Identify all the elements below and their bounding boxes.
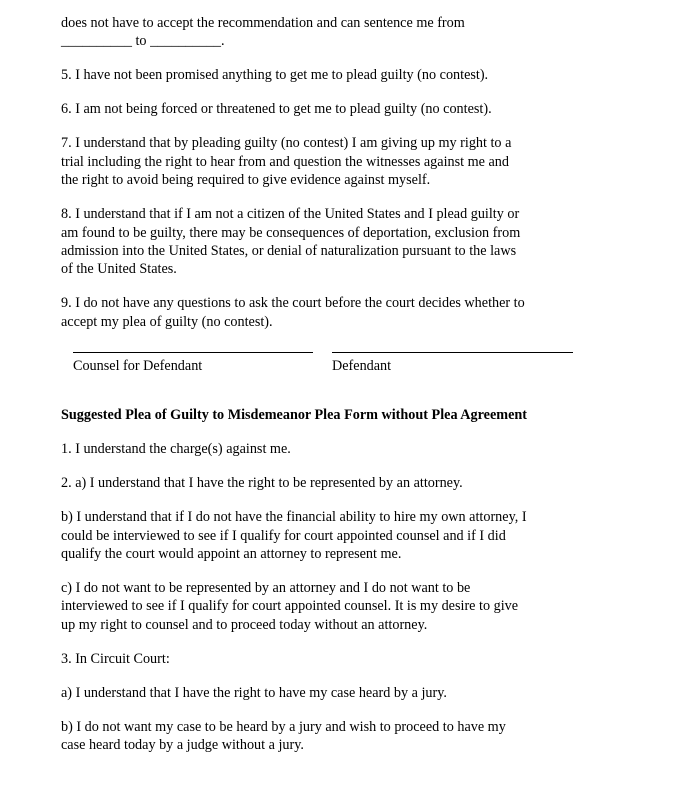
misdemeanor-item-paragraph-line: interviewed to see if I qualify for court appointed counsel. It is my desire to give bbox=[61, 598, 519, 615]
to-word: to bbox=[135, 33, 147, 50]
misdemeanor-item-paragraph bbox=[61, 440, 621, 458]
misdemeanor-item-paragraph-line: up my right to counsel and to proceed today without an attorney. bbox=[61, 616, 428, 633]
document-page bbox=[61, 14, 621, 770]
section-heading: Suggested Plea of Guilty to Misdemeanor Plea Form without Plea Agreement bbox=[61, 407, 528, 424]
defendant-signature bbox=[332, 352, 573, 375]
plea-item-paragraph-line: 5. I have not been promised anything to get me to plead guilty (no contest). bbox=[61, 67, 489, 84]
intro-line-2 bbox=[61, 32, 621, 50]
defendant-signature-line bbox=[332, 352, 573, 353]
misdemeanor-item-paragraph-line: 3. In Circuit Court: bbox=[61, 650, 170, 667]
defendant-signature-label: Defendant bbox=[332, 358, 392, 375]
intro-line-1: does not have to accept the recommendation and can sentence me from bbox=[61, 15, 465, 31]
misdemeanor-item-paragraph-line: 2. a) I understand that I have the right to be represented by an attorney. bbox=[61, 475, 463, 492]
misdemeanor-item-paragraph bbox=[61, 474, 621, 492]
misdemeanor-item-paragraph-line: qualify the court would appoint an attorney to represent me. bbox=[61, 546, 402, 563]
plea-item-paragraph-line: 7. I understand that by pleading guilty (no contest) I am giving up my right to a bbox=[61, 135, 512, 152]
plea-item-paragraph-line: 6. I am not being forced or threatened to get me to plead guilty (no contest). bbox=[61, 101, 492, 118]
misdemeanor-item-paragraph-line: b) I understand that if I do not have the financial ability to hire my own attorney, I bbox=[61, 509, 527, 526]
plea-item-paragraph bbox=[61, 294, 621, 331]
plea-item-paragraph-line: 8. I understand that if I am not a citizen of the United States and I plead guilty or bbox=[61, 206, 520, 223]
plea-item-paragraph-line: trial including the right to hear from and question the witnesses against me and bbox=[61, 153, 509, 170]
plea-item-paragraph-line: admission into the United States, or denial of naturalization pursuant to the laws bbox=[61, 243, 517, 260]
misdemeanor-item-paragraph bbox=[61, 650, 621, 668]
misdemeanor-item-paragraph bbox=[61, 579, 621, 634]
misdemeanor-item-paragraph-line: a) I understand that I have the right to have my case heard by a jury. bbox=[61, 684, 447, 701]
intro-paragraph bbox=[61, 14, 621, 51]
sentence-to-blank: __________. bbox=[150, 33, 225, 50]
misdemeanor-item-paragraph bbox=[61, 684, 621, 702]
misdemeanor-item-paragraph bbox=[61, 508, 621, 563]
items-part2 bbox=[61, 440, 621, 754]
plea-item-paragraph bbox=[61, 205, 621, 279]
counsel-signature bbox=[73, 352, 313, 375]
misdemeanor-item-paragraph-line: case heard today by a judge without a jury. bbox=[61, 737, 304, 754]
sentence-from-blank: __________ bbox=[61, 33, 132, 50]
misdemeanor-item-paragraph-line: could be interviewed to see if I qualify for court appointed counsel and if I did bbox=[61, 527, 506, 544]
signature-row bbox=[61, 352, 621, 392]
counsel-signature-label: Counsel for Defendant bbox=[73, 358, 203, 375]
plea-item-paragraph-line: am found to be guilty, there may be consequences of deportation, exclusion from bbox=[61, 224, 521, 241]
plea-item-paragraph-line: accept my plea of guilty (no contest). bbox=[61, 313, 273, 330]
plea-item-paragraph-line: 9. I do not have any questions to ask the court before the court decides whether to bbox=[61, 295, 525, 312]
counsel-signature-line bbox=[73, 352, 313, 353]
plea-item-paragraph bbox=[61, 100, 621, 118]
plea-item-paragraph bbox=[61, 66, 621, 84]
misdemeanor-item-paragraph-line: c) I do not want to be represented by an attorney and I do not want to be bbox=[61, 580, 471, 597]
plea-item-paragraph bbox=[61, 134, 621, 189]
misdemeanor-item-paragraph bbox=[61, 718, 621, 755]
plea-item-paragraph-line: the right to avoid being required to give evidence against myself. bbox=[61, 172, 431, 189]
misdemeanor-item-paragraph-line: b) I do not want my case to be heard by a jury and wish to proceed to have my bbox=[61, 718, 506, 735]
plea-item-paragraph-line: of the United States. bbox=[61, 261, 177, 278]
misdemeanor-item-paragraph-line: 1. I understand the charge(s) against me. bbox=[61, 441, 291, 458]
items-part1 bbox=[61, 66, 621, 331]
